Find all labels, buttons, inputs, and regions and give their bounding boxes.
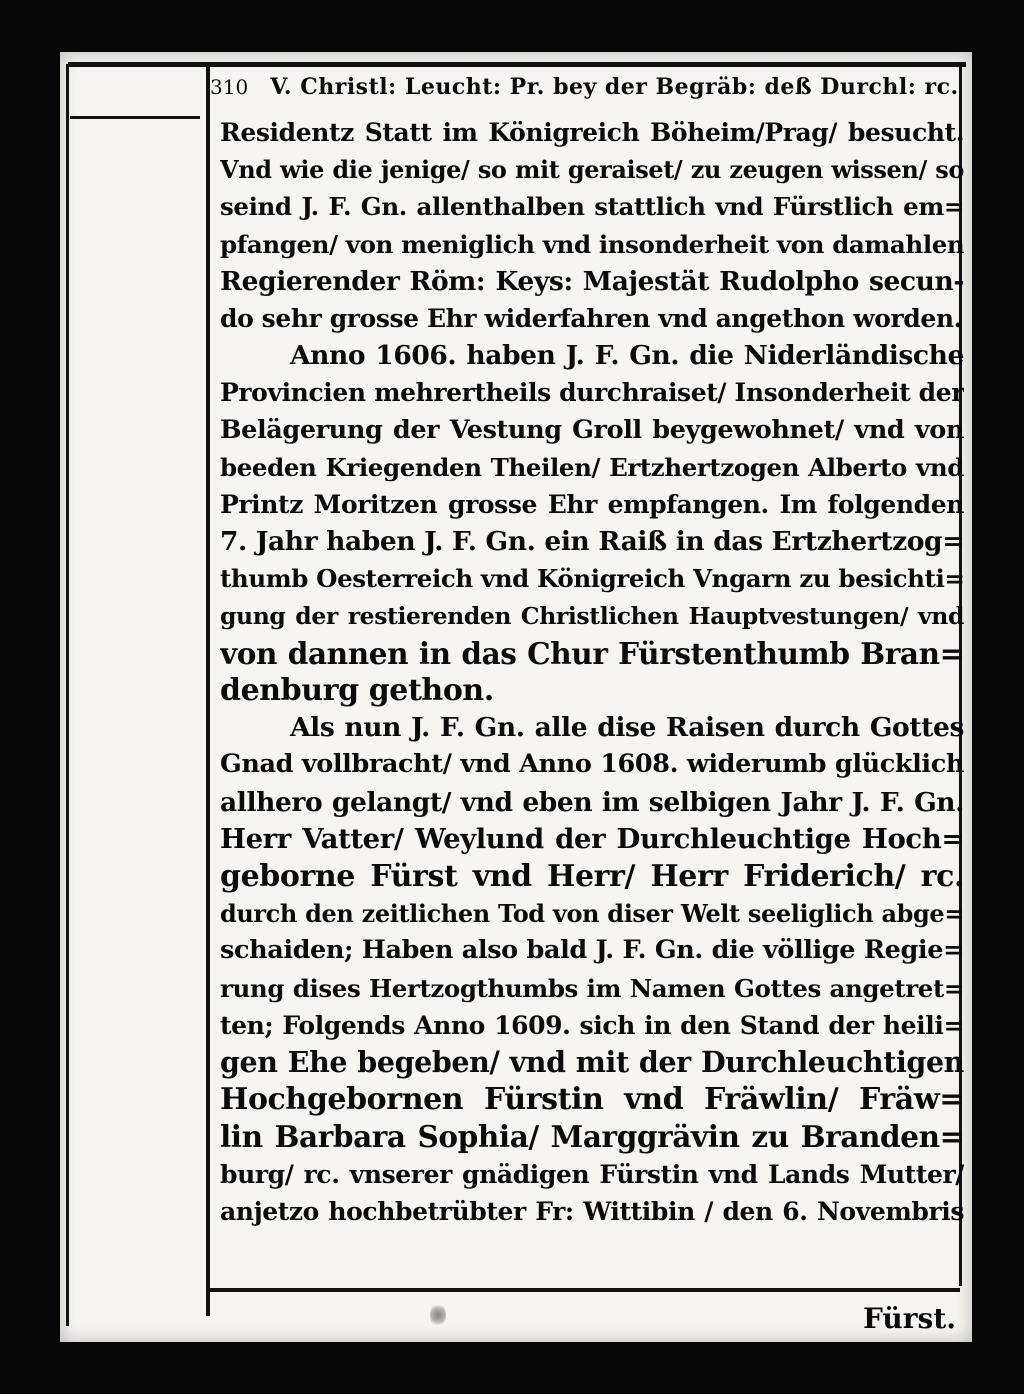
text-line: 7. Jahr haben J. F. Gn. ein Raiß in das Ertzhertzog= xyxy=(220,526,964,558)
book-page xyxy=(60,52,972,1342)
ink-smudge xyxy=(430,1302,446,1328)
text-line: Regierender Röm: Keys: Majestät Rudolpho secun- xyxy=(220,265,964,297)
text-line: Herr Vatter/ Weylund der Durchleuchtige Hoch= xyxy=(220,822,964,855)
page-header xyxy=(210,74,964,114)
text-line: durch den zeitlichen Tod von diser Welt seeliglich abge= xyxy=(220,899,964,929)
text-line: Printz Moritzen grosse Ehr empfangen. Im folgenden xyxy=(220,490,964,520)
text-column xyxy=(210,74,964,1230)
text-line: Belägerung der Vestung Groll beygewohnet/ vnd von xyxy=(220,414,964,445)
text-line: seind J. F. Gn. allenthalben stattlich vnd Fürstlich em= xyxy=(220,192,964,222)
page-number: 310 xyxy=(210,75,249,99)
text-line: lin Barbara Sophia/ Marggrävin zu Branden= xyxy=(220,1119,964,1155)
catchword: Fürst. xyxy=(863,1302,956,1335)
text-line: schaiden; Haben also bald J. F. Gn. die völlige Regie= xyxy=(220,935,964,966)
top-rule xyxy=(68,62,966,67)
text-line: ten; Folgends Anno 1609. sich in den Stand der heili= xyxy=(220,1010,964,1040)
text-line: Residentz Statt im Königreich Böheim/Prag/ besucht. xyxy=(220,118,964,147)
text-line: burg/ rc. vnserer gnädigen Fürstin vnd Lands Mutter/ xyxy=(220,1159,964,1189)
text-line: Gnad vollbracht/ vnd Anno 1608. widerumb glücklich xyxy=(220,749,964,780)
page-footer xyxy=(210,1300,960,1336)
bottom-rule xyxy=(210,1288,960,1292)
text-line: beeden Kriegenden Theilen/ Ertzhertzogen Alberto vnd xyxy=(220,452,964,482)
text-line: thumb Oesterreich vnd Königreich Vngarn zu besichti= xyxy=(220,564,964,594)
paragraph-start-line: Anno 1606. haben J. F. Gn. die Niderländische xyxy=(290,340,964,372)
text-line: Vnd wie die jenige/ so mit geraiset/ zu zeugen wissen/ so xyxy=(220,155,964,185)
text-line: Provincien mehrertheils durchraiset/ Insonderheit der xyxy=(220,378,964,408)
running-head: V. Christl: Leucht: Pr. bey der Begräb: deß Durchl: rc. xyxy=(270,74,959,100)
margin-column-rule xyxy=(206,66,210,1316)
outer-left-rule xyxy=(66,64,69,1326)
text-line: allhero gelangt/ vnd eben im selbigen Jahr J. F. Gn. xyxy=(220,786,964,818)
body-text xyxy=(220,114,964,1230)
text-line: Hochgebornen Fürstin vnd Fräwlin/ Fräw= xyxy=(220,1082,964,1118)
text-line: gung der restierenden Christlichen Hauptvestungen/ vnd xyxy=(220,601,964,630)
text-line: pfangen/ von meniglich vnd insonderheit von damahlen xyxy=(220,229,964,259)
text-line: geborne Fürst vnd Herr/ Herr Friderich/ rc. xyxy=(220,859,964,895)
text-line: gen Ehe begeben/ vnd mit der Durchleuchtigen xyxy=(220,1045,964,1080)
text-line: do sehr grosse Ehr widerfahren vnd angethon worden. xyxy=(220,304,962,334)
text-line: anjetzo hochbetrübter Fr: Wittibin / den 6. Novembris xyxy=(220,1196,964,1226)
text-line: von dannen in das Chur Fürstenthumb Bran= xyxy=(220,635,964,671)
margin-header-rule xyxy=(70,116,200,119)
text-line: rung dises Hertzogthumbs im Namen Gottes angetret= xyxy=(220,973,964,1003)
paragraph-start-line: Als nun J. F. Gn. alle dise Raisen durch Gottes xyxy=(290,712,964,744)
text-line: denburg gethon. xyxy=(220,673,494,709)
